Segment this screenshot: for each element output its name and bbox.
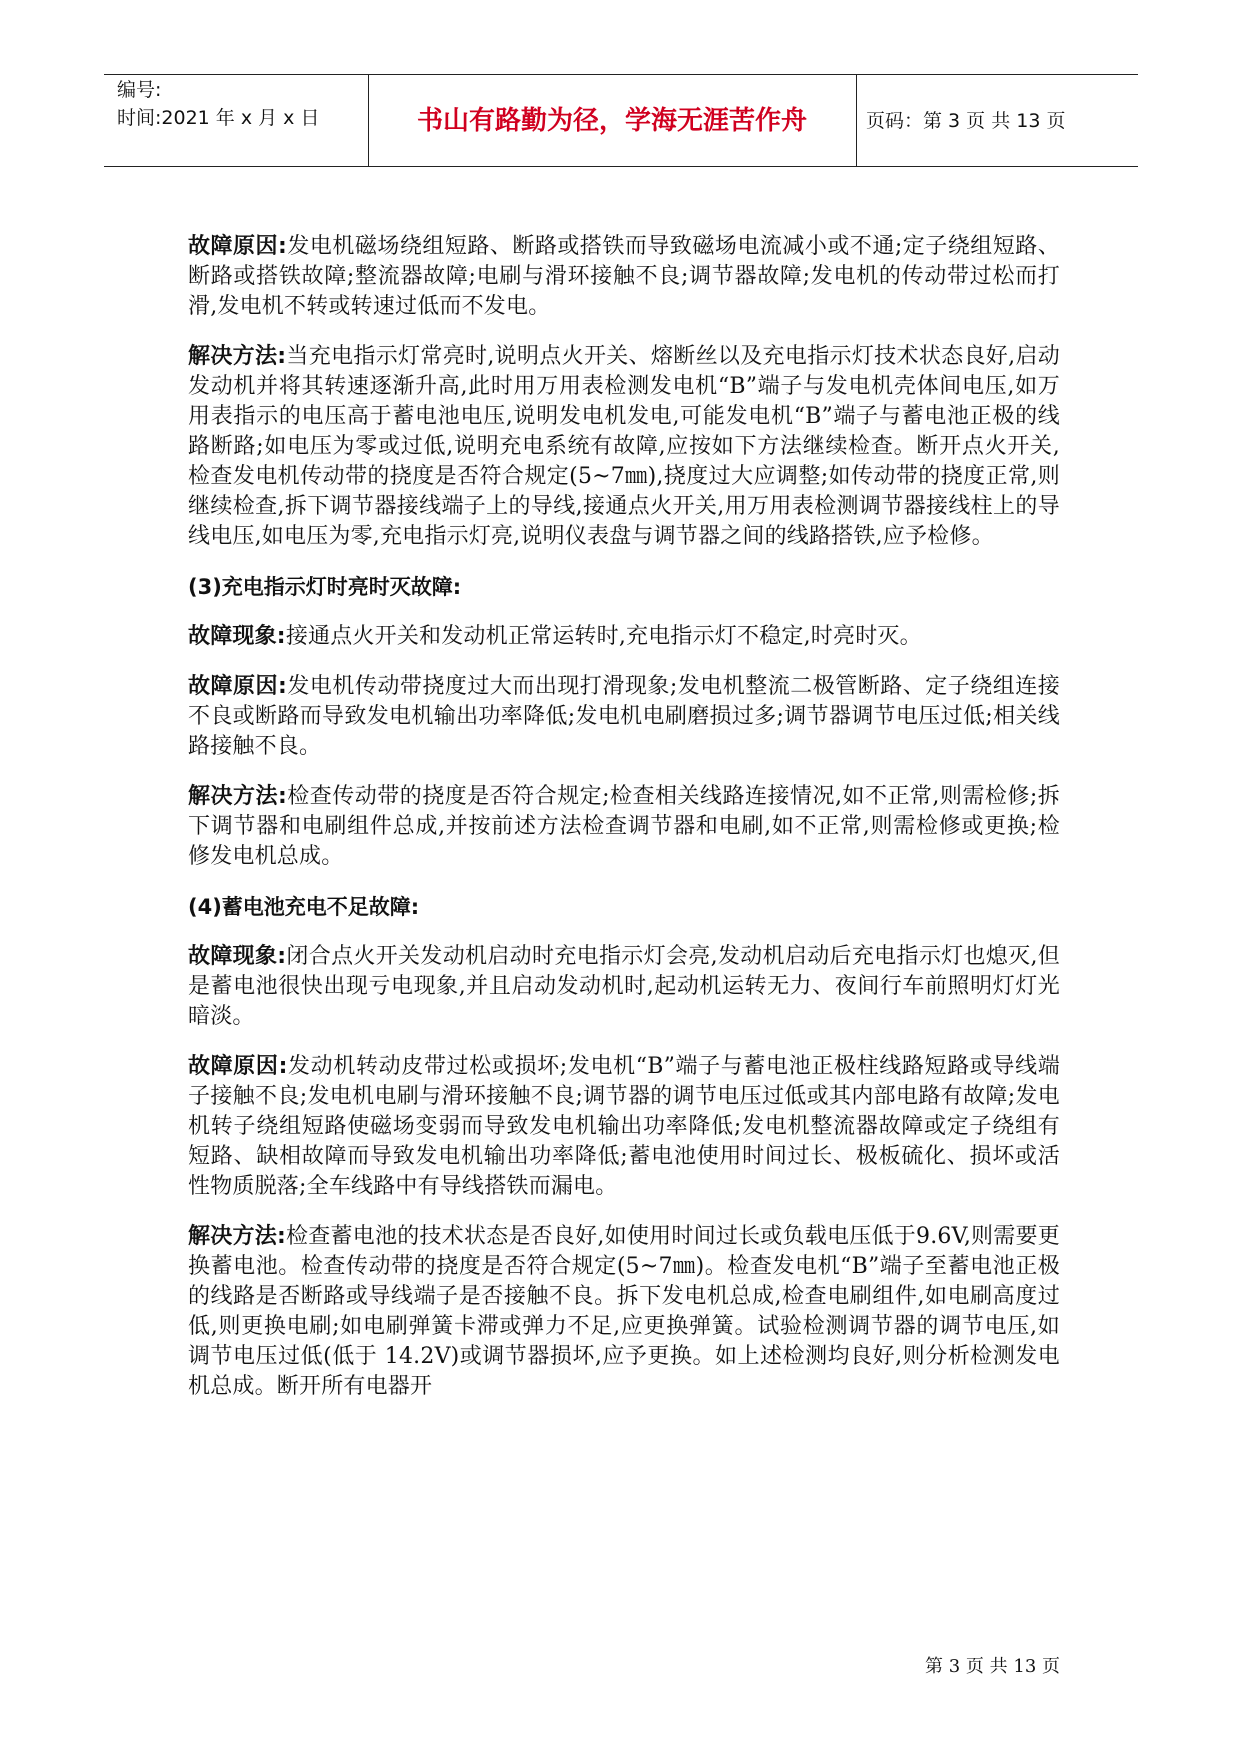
footer-page-number: 第 3 页 共 13 页 (925, 1656, 1060, 1677)
paragraph-lead: 解决方法: (188, 344, 287, 369)
header-motto: 书山有路勤为径，学海无涯苦作舟 (416, 106, 807, 136)
paragraph-text: 闭合点火开关发动机启动时充电指示灯会亮,发动机启动后充电指示灯也熄灭,但是蓄电池很快出现亏电现象,并且启动发动机时,起动机运转无力、夜间行车前照明灯灯光暗淡。 (188, 944, 1060, 1029)
paragraph-symptom-4 (188, 942, 1060, 1032)
paragraph-fault-cause-3 (188, 672, 1060, 762)
paragraph-lead: 故障现象: (188, 944, 287, 969)
paragraph-solution-1 (188, 342, 1060, 552)
paragraph-text: 发电机传动带挠度过大而出现打滑现象;发电机整流二极管断路、定子绕组连接不良或断路而导致发电机输出功率降低;发电机电刷磨损过多;调节器调节电压过低;相关线路接触不良。 (188, 674, 1060, 759)
paragraph-solution-3 (188, 782, 1060, 872)
paragraph-text: 检查蓄电池的技术状态是否良好,如使用时间过长或负载电压低于9.6V,则需要更换蓄电池。检查传动带的挠度是否符合规定(5~7㎜)。检查发电机“B”端子至蓄电池正极的线路是否断路或导线端子是否接触不良。拆下发电机总成,检查电刷组件,如电刷高度过低,则更换电刷;如电刷弹簧卡滞或弹力不足,应更换弹簧。试验检测调节器的调节电压,如调节电压过低(低于 14.2V)或调节器损坏,应予更换。如上述检测均良好,则分析检测发电机总成。断开所有电器开 (188, 1224, 1060, 1399)
paragraph-fault-cause-4 (188, 1052, 1060, 1202)
paragraph-text: 检查传动带的挠度是否符合规定;检查相关线路连接情况,如不正常,则需检修;拆下调节器和电刷组件总成,并按前述方法检查调节器和电刷,如不正常,则需检修或更换;检修发电机总成。 (188, 784, 1060, 869)
header-bottom-rule (104, 166, 1138, 167)
section-heading-3: (3)充电指示灯时亮时灭故障: (188, 575, 462, 599)
header-separator-right (856, 74, 857, 166)
paragraph-lead: 故障现象: (188, 624, 286, 649)
header-page-indicator: 页码：第 3 页 共 13 页 (866, 110, 1066, 132)
paragraph-text: 发电机磁场绕组短路、断路或搭铁而导致磁场电流减小或不通;定子绕组短路、断路或搭铁故障;整流器故障;电刷与滑环接触不良;调节器故障;发电机的传动带过松而打滑,发电机不转或转速过低而不发电。 (188, 234, 1060, 319)
paragraph-lead: 故障原因: (188, 674, 288, 699)
paragraph-lead: 解决方法: (188, 1224, 286, 1249)
paragraph-lead: 故障原因: (188, 234, 288, 259)
paragraph-lead: 解决方法: (188, 784, 287, 809)
header-separator-left (368, 74, 369, 166)
document-number-label: 编号: (117, 79, 162, 101)
paragraph-lead: 故障原因: (188, 1054, 288, 1079)
paragraph-solution-4 (188, 1222, 1060, 1402)
paragraph-text: 接通点火开关和发动机正常运转时,充电指示灯不稳定,时亮时灭。 (285, 624, 922, 649)
document-time-label: 时间:2021 年 x 月 x 日 (117, 107, 320, 129)
paragraph-text: 发动机转动皮带过松或损坏;发电机“B”端子与蓄电池正极柱线路短路或导线端子接触不良;发电机电刷与滑环接触不良;调节器的调节电压过低或其内部电路有故障;发电机转子绕组短路使磁场变弱而导致发电机输出功率降低;发电机整流器故障或定子绕组有短路、缺相故障而导致发电机输出功率降低;蓄电池使用时间过长、极板硫化、损坏或活性物质脱落;全车线路中有导线搭铁而漏电。 (188, 1054, 1060, 1199)
paragraph-text: 当充电指示灯常亮时,说明点火开关、熔断丝以及充电指示灯技术状态良好,启动发动机并将其转速逐渐升高,此时用万用表检测发电机“B”端子与发电机壳体间电压,如万用表指示的电压高于蓄电池电压,说明发电机发电,可能发电机“B”端子与蓄电池正极的线路断路;如电压为零或过低,说明充电系统有故障,应按如下方法继续检查。断开点火开关,检查发电机传动带的挠度是否符合规定(5~7㎜),挠度过大应调整;如传动带的挠度正常,则继续检查,拆下调节器接线端子上的导线,接通点火开关,用万用表检测调节器接线柱上的导线电压,如电压为零,充电指示灯亮,说明仪表盘与调节器之间的线路搭铁,应予检修。 (188, 344, 1060, 549)
paragraph-fault-cause-1 (188, 232, 1060, 322)
header-meta (117, 76, 367, 132)
paragraph-symptom-3 (188, 622, 1060, 652)
header-top-rule (104, 74, 1138, 75)
document-body (188, 232, 1060, 1422)
section-heading-4: (4)蓄电池充电不足故障: (188, 895, 420, 919)
